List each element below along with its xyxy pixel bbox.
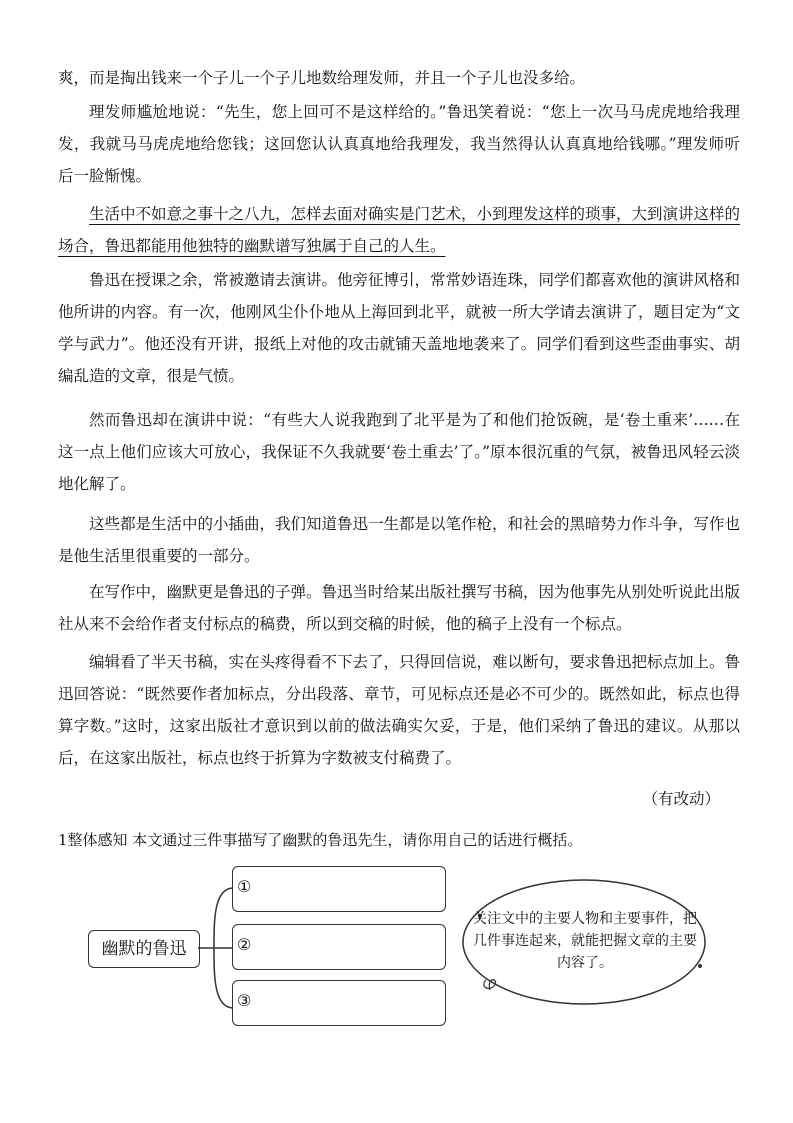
branch-1-label: ①	[237, 877, 252, 896]
paragraph-lecture: 鲁迅在授课之余，常被邀请去演讲。他旁征博引，常常妙语连珠，同学们都喜欢他的演讲风格和他所讲的内容。有一次，他刚风尘仆仆地从上海回到北平，就被一所大学请去演讲了，题目定为“文学与武力”。他还没有开讲，报纸上对他的攻击就铺天盖地地袭来了。同学们看到这些歪曲事实、胡编乱造的文章，很是气愤。	[58, 271, 741, 385]
branch-3-label: ③	[237, 991, 252, 1010]
mindmap-branch-1[interactable]	[232, 866, 446, 912]
paragraph-speech: 然而鲁迅却在演讲中说：“有些大人说我跑到了北平是为了和他们抢饭碗，是‘卷土重来’……在这一点上他们应该大可放心，我保证不久我就要‘卷土重去’了。”原本很沉重的气氛，被鲁迅风轻云淡地化解了。	[58, 411, 740, 493]
paragraph-summary-underlined: 生活中不如意之事十之八九，怎样去面对确实是门艺术，小到理发这样的琐事，大到演讲这样的场合，鲁迅都能用他独特的幽默谱写独属于自己的人生。	[58, 205, 741, 255]
paragraph-barber-dialogue: 理发师尴尬地说：“先生，您上回可不是这样给的。”鲁迅笑着说：“您上一次马马虎虎地给我理发，我就马马虎虎地给您钱；这回您认认真真地给我理发，我当然得认认真真地给钱哪。”理发师听后一脸惭愧。	[58, 103, 740, 185]
mindmap-branch-3[interactable]	[232, 980, 446, 1026]
paragraph-interlude: 这些都是生活中的小插曲，我们知道鲁迅一生都是以笔作枪，和社会的黑暗势力作斗争，写作也是他生活里很重要的一部分。	[58, 515, 741, 565]
branch-2-label: ②	[237, 935, 252, 954]
paragraph-editor: 编辑看了半天书稿，实在头疼得看不下去了，只得回信说，难以断句，要求鲁迅把标点加上。鲁迅回答说：“既然要作者加标点，分出段落、章节，可见标点还是必不可少的。既然如此，标点也得算字数。”这时，这家出版社才意识到以前的做法确实欠妥，于是，他们采纳了鲁迅的建议。从那以后，在这家出版社，标点也终于折算为字数被支付稿费了。	[58, 653, 741, 767]
mindmap-branch-2[interactable]	[232, 924, 446, 970]
paragraph-continuation: 爽，而是掏出钱来一个子儿一个子儿地数给理发师，并且一个子儿也没多给。	[58, 69, 586, 87]
mindmap-root: 幽默的鲁迅	[88, 930, 200, 968]
source-note: （有改动）	[642, 790, 720, 808]
paragraph-writing: 在写作中，幽默更是鲁迅的子弹。鲁迅当时给某出版社撰写书稿，因为他事先从别处听说此出版社从来不会给作者支付标点的稿费，所以到交稿的时候，他的稿子上没有一个标点。	[58, 583, 741, 633]
question-1: 1整体感知 本文通过三件事描写了幽默的鲁迅先生，请你用自己的话进行概括。	[58, 831, 583, 849]
tip-bubble-text: 关注文中的主要人物和主要事件，把几件事连起来，就能把握文章的主要内容了。	[473, 911, 697, 971]
